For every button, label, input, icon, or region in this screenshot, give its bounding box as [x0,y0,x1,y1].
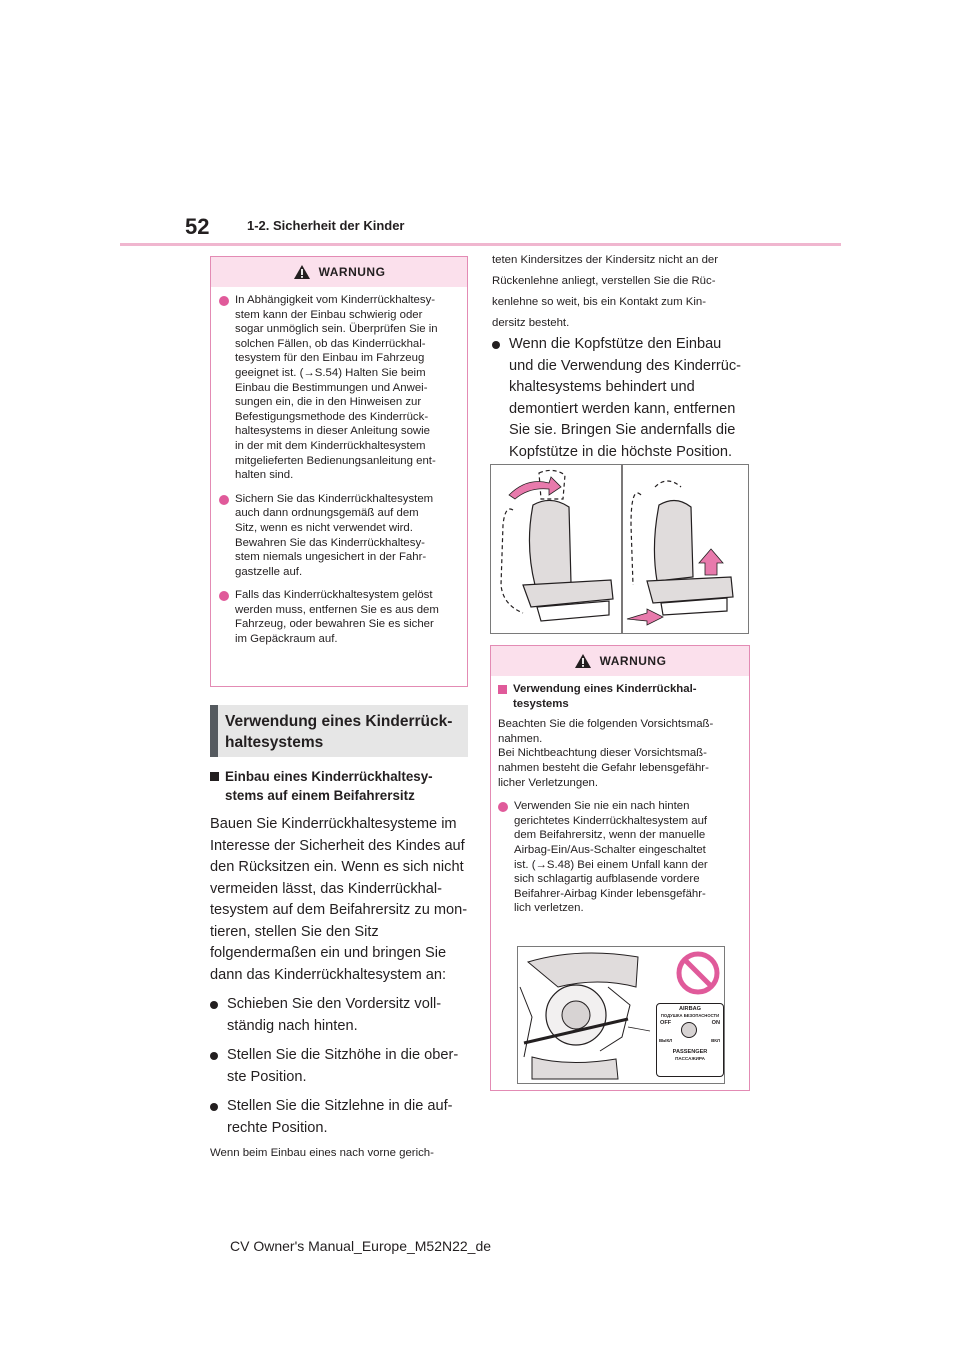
note-continued: teten Kindersitzes der Kindersitz nicht an der Rückenlehne anliegt, verstellen Sie die Rüc- kenlehne so weit, bis ein Kontakt zum Kin- dersitz besteht. [492,254,719,329]
seat-illustration [491,465,748,633]
seat-right [627,481,733,625]
prohibition-icon [679,954,717,992]
right-bullet: Wenn die Kopfstütze den Einbau und die Verwendung des Kinderrüc- khaltesystems behindert und demontiert werden kann, entfernen Sie sie. Bringen Sie andernfalls die Kopfstütze in die höchste Position. [492,334,762,463]
bullet-icon [219,296,229,306]
bullet-icon [219,591,229,601]
warning-item: In Abhängigkeit vom Kinderrückhaltesy- stem kann der Einbau schwierig oder sogar unmöglich sein. Überprüfen Sie in solchen Fällen, ob das Kinderrückhal- tesystem für den Einbau im Fahrzeug geeignet ist. (→S.54) Halten Sie beim Einbau die Bestimmungen und Anwei- sungen ein, die in den Hinweisen zur Befestigungsmethode des Kinderrück- haltesystems in dieser Anleitung sowie in der mit dem Kinderrückhaltesystem mitgelieferten Bedienungsanleitung ent- halten sind. [219,293,457,483]
warning-item: Sichern Sie das Kinderrückhaltesystem auch dann ordnungsgemäß auf dem Sitz, wenn es nicht verwendet wird. Bewahren Sie das Kinderrückhaltesy- stem niemals ungesichert in der Fahr- gastzelle auf. [219,492,457,580]
warning-triangle-icon [293,264,311,280]
warning-heading: Verwendung eines Kinderrückhal- tesystems [498,682,739,711]
square-bullet-icon [210,772,219,781]
left-column [210,767,472,1164]
square-bullet-icon [498,685,507,694]
airbag-title: AIRBAG [678,1006,702,1012]
note-text: Wenn beim Einbau eines nach vorne gerich- [210,1147,434,1159]
warning-header [211,257,467,287]
header-rule [120,243,841,246]
list-item: Schieben Sie den Vordersitz voll- ständig nach hinten. [210,994,472,1037]
section-title: 1-2. Sicherheit der Kinder [247,218,405,233]
subsection-title: Verwendung eines Kinderrück- haltesystems [225,713,453,751]
airbag-switch-knob [681,1022,697,1038]
bullet-icon [210,1103,218,1111]
warning-item: Verwenden Sie nie ein nach hinten gerichtetes Kinderrückhaltesystem auf dem Beifahrersitz, wenn der manuelle Airbag-Ein/Aus-Schalter eingeschaltet ist. (→S.48) Bei einem Unfall kann der sich schlagartig aufblasende vordere Beifahrer-Airbag Kinder lebensgefähr- lich verletzen. [498,799,739,916]
bullet-icon [210,1001,218,1009]
seat-left [501,470,613,621]
airbag-subtitle: ПОДУШКА БЕЗОПАСНОСТИ [660,1012,720,1018]
warning-title: WARNUNG [318,265,386,279]
warning-paragraph: Beachten Sie die folgenden Vorsichtsmaß- nahmen. Bei Nichtbeachtung dieser Vorsichtsmaß- nahmen besteht die Gefahr lebensgefähr- licher Verletzungen. [498,718,714,789]
warning-item: Falls das Kinderrückhaltesystem gelöst werden muss, entfernen Sie es aus dem Fahrzeug, oder bewahren Sie es sicher im Gepäckraum auf. [219,588,457,646]
list-item: Stellen Sie die Sitzlehne in die auf- rechte Position. [210,1096,472,1139]
body-paragraph: Bauen Sie Kinderrückhaltesysteme im Interesse der Sicherheit des Kindes auf den Rücksitzen ein. Wenn es sich nicht vermeiden lässt, das Kinderrückhal- tesystem auf dem Beifahrersitz zu mon- tieren, stellen Sie den Sitz folgendermaßen ein und bringen Sie dann das Kinderrückhaltesystem an: [210,816,468,983]
footer-text: CV Owner's Manual_Europe_M52N22_de [230,1238,492,1254]
warning-box-1 [210,256,468,687]
list-item: Stellen Sie die Sitzhöhe in die ober- ste Position. [210,1045,472,1088]
seat-adjustment-figure [490,464,749,634]
warning-header [491,646,749,676]
bullet-icon [492,341,500,349]
bullet-icon [498,802,508,812]
page-number: 52 [185,214,210,239]
subsection-banner [210,705,468,757]
airbag-panel: AIRBAG ПОДУШКА БЕЗОПАСНОСТИ OFF ON ВЫКЛ ВКЛ PASSENGER ПАССАЖИРА [656,1003,724,1077]
section-heading: Einbau eines Kinderrückhaltesy- stems auf einem Beifahrersitz [210,767,472,805]
airbag-switch-figure [517,946,725,1084]
warning-box-2 [490,645,750,1091]
bullet-icon [219,495,229,505]
warning-title: WARNUNG [599,654,667,668]
bullet-icon [210,1052,218,1060]
warning-triangle-icon [574,653,592,669]
